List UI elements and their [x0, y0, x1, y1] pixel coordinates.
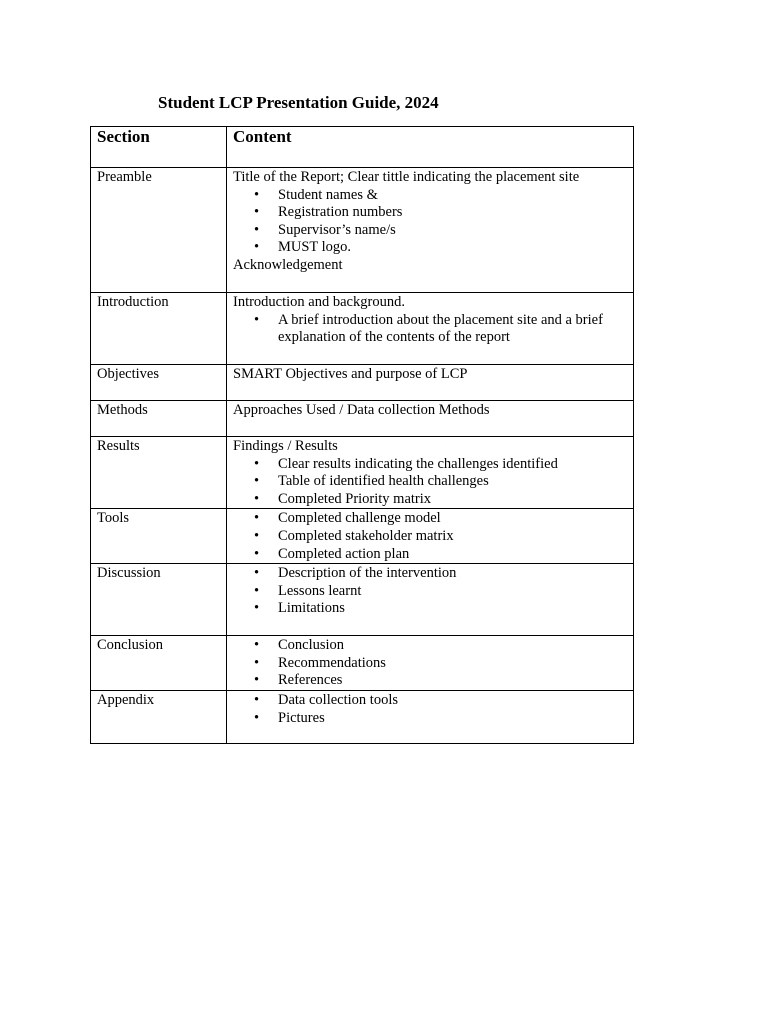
content-cell — [227, 365, 634, 401]
table-row — [91, 437, 634, 509]
section-cell: Objectives — [91, 365, 227, 401]
section-cell: Tools — [91, 509, 227, 564]
content-cell — [227, 691, 634, 744]
bullet-list — [233, 565, 627, 618]
bullet-item: • Lessons learnt — [278, 583, 627, 601]
table-row — [91, 691, 634, 744]
bullet-list — [233, 510, 627, 563]
bullet-item: • Description of the intervention — [278, 565, 627, 583]
table-row — [91, 509, 634, 564]
bullet-list — [233, 187, 627, 257]
bullet-item: • Completed Priority matrix — [278, 491, 627, 509]
content-cell — [227, 564, 634, 636]
content-intro-text: SMART Objectives and purpose of LCP — [233, 366, 468, 382]
content-cell — [227, 168, 634, 293]
bullet-item: • Clear results indicating the challenges identified — [278, 456, 627, 474]
bullet-list — [233, 692, 627, 727]
bullet-item: • A brief introduction about the placement site and a brief explanation of the contents of the report — [278, 312, 627, 347]
table-row — [91, 365, 634, 401]
bullet-item: • Completed stakeholder matrix — [278, 528, 627, 546]
bullet-list — [233, 312, 627, 347]
bullet-item: • Pictures — [278, 710, 627, 728]
bullet-list — [233, 637, 627, 690]
content-closing-text: Acknowledgement — [233, 256, 343, 273]
presentation-guide-table — [90, 126, 634, 744]
content-cell — [227, 401, 634, 437]
content-cell — [227, 437, 634, 509]
bullet-list — [233, 456, 627, 509]
bullet-item: • Student names & — [278, 187, 627, 205]
content-cell — [227, 509, 634, 564]
content-intro-text: Title of the Report; Clear tittle indicating the placement site — [233, 169, 580, 185]
table-row — [91, 293, 634, 365]
section-cell: Discussion — [91, 564, 227, 636]
table-header-row — [91, 127, 634, 168]
section-cell: Methods — [91, 401, 227, 437]
content-column-header: Content — [227, 127, 634, 168]
table-row — [91, 168, 634, 293]
bullet-item: • Supervisor’s name/s — [278, 222, 627, 240]
content-cell — [227, 636, 634, 691]
table-row — [91, 564, 634, 636]
bullet-item: • Completed action plan — [278, 546, 627, 564]
bullet-item: • Completed challenge model — [278, 510, 627, 528]
section-cell: Preamble — [91, 168, 227, 293]
bullet-item: • Data collection tools — [278, 692, 627, 710]
table-row — [91, 636, 634, 691]
bullet-item: • Limitations — [278, 600, 627, 618]
content-cell — [227, 293, 634, 365]
section-cell: Results — [91, 437, 227, 509]
bullet-item: • Registration numbers — [278, 204, 627, 222]
bullet-item: • Table of identified health challenges — [278, 473, 627, 491]
section-cell: Introduction — [91, 293, 227, 365]
bullet-item: • Conclusion — [278, 637, 627, 655]
table-row — [91, 401, 634, 437]
bullet-item: • References — [278, 672, 627, 690]
section-column-header: Section — [91, 127, 227, 168]
bullet-item: • MUST logo. — [278, 239, 627, 257]
section-cell: Appendix — [91, 691, 227, 744]
section-cell: Conclusion — [91, 636, 227, 691]
content-intro-text: Findings / Results — [233, 438, 338, 454]
content-intro-text: Approaches Used / Data collection Methods — [233, 402, 490, 418]
bullet-item: • Recommendations — [278, 655, 627, 673]
content-intro-text: Introduction and background. — [233, 294, 405, 310]
document-title: Student LCP Presentation Guide, 2024 — [158, 93, 439, 112]
